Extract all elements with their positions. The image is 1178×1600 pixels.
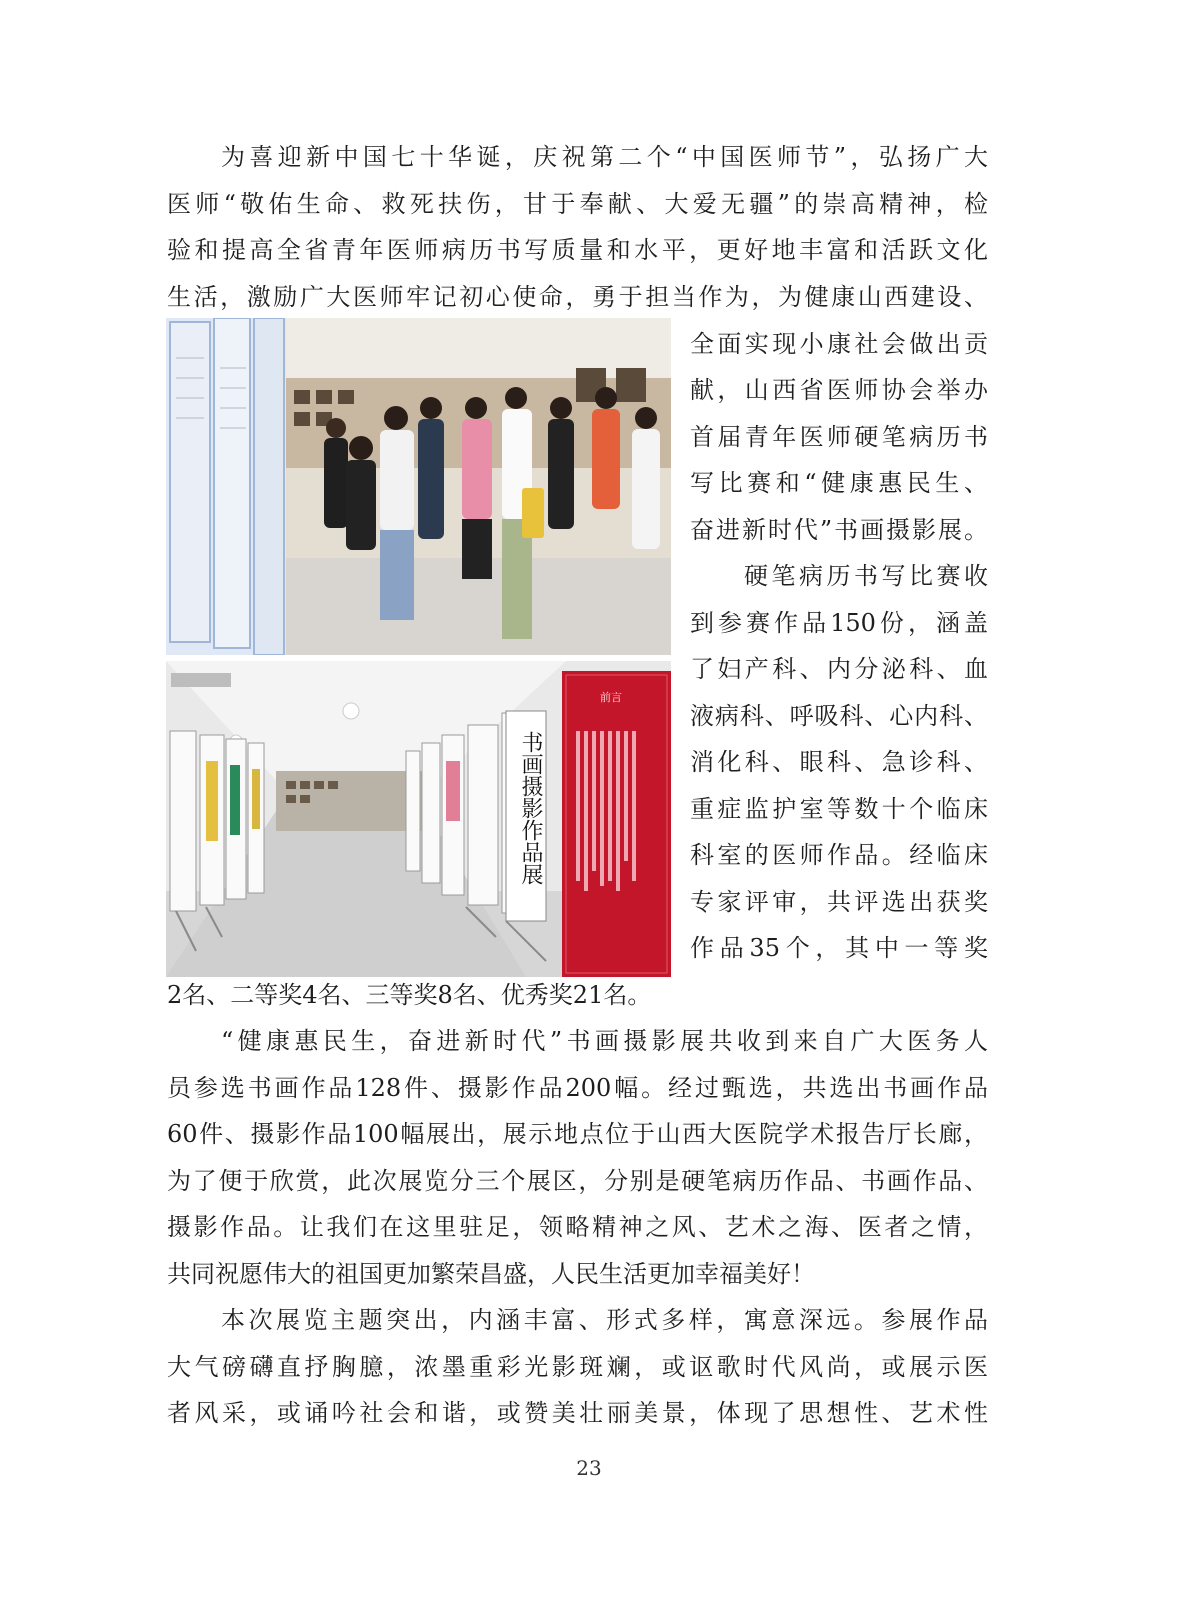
- body-line: 写比赛和“健康惠民生、: [690, 469, 988, 497]
- body-line: 首届青年医师硬笔病历书: [690, 423, 988, 451]
- body-line: 到参赛作品150份，涵盖: [690, 609, 988, 637]
- body-line: 验和提高全省青年医师病历书写质量和水平，更好地丰富和活跃文化: [167, 236, 988, 264]
- body-line: 生活，激励广大医师牢记初心使命，勇于担当作为，为健康山西建设、: [167, 283, 988, 311]
- body-line: 作品35个，其中一等奖: [690, 934, 988, 962]
- body-line: 硬笔病历书写比赛收: [744, 562, 988, 590]
- banner-title: 书画摄影作品展: [518, 731, 543, 885]
- banner-preface-label: 前言: [600, 691, 622, 704]
- body-line: 60件、摄影作品100幅展出，展示地点位于山西大医院学术报告厅长廊，: [167, 1120, 988, 1148]
- body-line: 医师“敬佑生命、救死扶伤，甘于奉献、大爱无疆”的崇高精神，检: [167, 190, 988, 218]
- body-line: 科室的医师作品。经临床: [690, 841, 988, 869]
- body-line: 本次展览主题突出，内涵丰富、形式多样，寓意深远。参展作品: [221, 1306, 988, 1334]
- body-line: 为了便于欣赏，此次展览分三个展区，分别是硬笔病历作品、书画作品、: [167, 1167, 988, 1195]
- body-line: 员参选书画作品128件、摄影作品200幅。经过甄选，共选出书画作品: [167, 1074, 988, 1102]
- body-line: “健康惠民生，奋进新时代”书画摄影展共收到来自广大医务人: [221, 1027, 988, 1055]
- body-line: 摄影作品。让我们在这里驻足，领略精神之风、艺术之海、医者之情，: [167, 1213, 988, 1241]
- body-line: 共同祝愿伟大的祖国更加繁荣昌盛，人民生活更加幸福美好！: [167, 1260, 815, 1288]
- exhibition-visitors-photo: [166, 318, 671, 655]
- body-line: 专家评审，共评选出获奖: [690, 888, 988, 916]
- body-line: 2名、二等奖4名、三等奖8名、优秀奖21名。: [167, 981, 652, 1009]
- body-line: 全面实现小康社会做出贡: [690, 330, 988, 358]
- body-line: 重症监护室等数十个临床: [690, 795, 988, 823]
- body-line: 消化科、眼科、急诊科、: [690, 748, 988, 776]
- page-number: 23: [576, 1456, 602, 1480]
- body-line: 者风采，或诵吟社会和谐，或赞美壮丽美景，体现了思想性、艺术性: [167, 1399, 988, 1427]
- calligraphy-exhibition-corridor-photo: [166, 661, 671, 977]
- body-line: 奋进新时代”书画摄影展。: [690, 516, 988, 544]
- body-line: 为喜迎新中国七十华诞，庆祝第二个“中国医师节”，弘扬广大: [221, 143, 988, 171]
- body-line: 液病科、呼吸科、心内科、: [690, 702, 988, 730]
- body-line: 献，山西省医师协会举办: [690, 376, 988, 404]
- body-line: 了妇产科、内分泌科、血: [690, 655, 988, 683]
- body-line: 大气磅礴直抒胸臆，浓墨重彩光影斑斓，或讴歌时代风尚，或展示医: [167, 1353, 988, 1381]
